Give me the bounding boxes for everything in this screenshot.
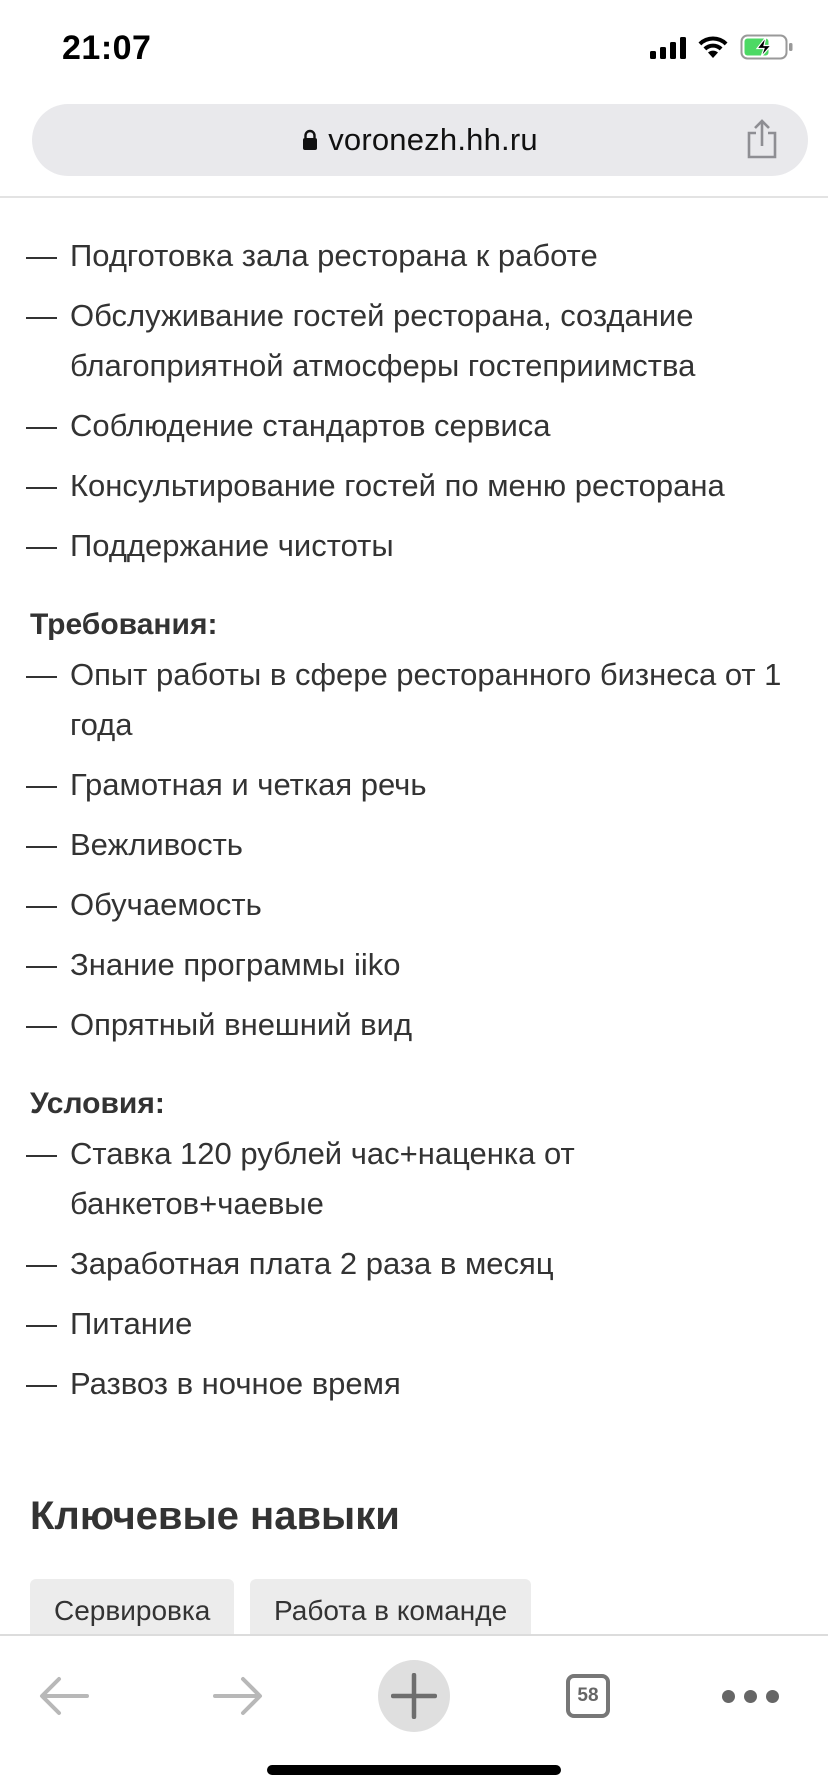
duty-item: [26, 291, 806, 391]
address-bar[interactable]: [32, 104, 808, 176]
list-dash: —: [26, 528, 57, 563]
requirement-text: Опыт работы в сфере ресторанного бизнеса от 1 года: [70, 657, 782, 742]
forward-arrow-icon: [211, 1674, 265, 1718]
status-bar: [0, 0, 828, 98]
status-time: 21:07: [62, 29, 152, 67]
more-button[interactable]: [710, 1656, 790, 1736]
requirement-text: Грамотная и четкая речь: [70, 767, 427, 802]
list-dash: —: [26, 1246, 57, 1281]
requirements-title: Требования:: [30, 608, 218, 641]
condition-item: [26, 1359, 806, 1409]
requirement-item: [26, 880, 806, 930]
duty-text: Соблюдение стандартов сервиса: [70, 408, 551, 443]
list-dash: —: [26, 1306, 57, 1341]
duty-text: Обслуживание гостей ресторана, создание благоприятной атмосферы гостеприимства: [70, 298, 696, 383]
list-dash: —: [26, 298, 57, 333]
list-dash: —: [26, 408, 57, 443]
skill-chip[interactable]: Сервировка: [30, 1579, 234, 1634]
condition-text: Ставка 120 рублей час+наценка от банкетов+чаевые: [70, 1136, 575, 1221]
list-dash: —: [26, 1007, 57, 1042]
list-dash: —: [26, 1366, 57, 1401]
signal-icon: [650, 35, 686, 59]
lock-icon: [302, 129, 318, 151]
duty-text: Поддержание чистоты: [70, 528, 394, 563]
condition-item: [26, 1129, 806, 1229]
skill-chip[interactable]: Работа в команде: [250, 1579, 531, 1634]
share-icon[interactable]: [744, 118, 780, 160]
duty-item: [26, 461, 806, 511]
requirement-text: Знание программы iiko: [70, 947, 401, 982]
requirement-text: Вежливость: [70, 827, 243, 862]
requirement-text: Обучаемость: [70, 887, 262, 922]
duty-item: [26, 231, 806, 281]
requirement-text: Опрятный внешний вид: [70, 1007, 413, 1042]
duty-item: [26, 521, 806, 571]
list-dash: —: [26, 887, 57, 922]
condition-text: Развоз в ночное время: [70, 1366, 401, 1401]
home-indicator: [267, 1765, 561, 1775]
tabs-button[interactable]: [548, 1656, 628, 1736]
duty-text: Подготовка зала ресторана к работе: [70, 238, 598, 273]
back-arrow-icon: [37, 1674, 91, 1718]
plus-icon: [391, 1673, 437, 1719]
list-dash: —: [26, 468, 57, 503]
requirement-item: [26, 940, 806, 990]
battery-charging-icon: [740, 34, 794, 60]
new-tab-button[interactable]: [378, 1660, 450, 1732]
list-dash: —: [26, 827, 57, 862]
tabs-count: 58: [566, 1674, 610, 1718]
back-button[interactable]: [24, 1656, 104, 1736]
key-skills-title: Ключевые навыки: [30, 1494, 400, 1538]
list-dash: —: [26, 1136, 57, 1171]
list-dash: —: [26, 947, 57, 982]
condition-item: [26, 1239, 806, 1289]
requirement-item: [26, 650, 806, 750]
condition-item: [26, 1299, 806, 1349]
conditions-title: Условия:: [30, 1087, 165, 1120]
requirement-item: [26, 820, 806, 870]
condition-text: Заработная плата 2 раза в месяц: [70, 1246, 554, 1281]
duty-item: [26, 401, 806, 451]
page-content: [0, 198, 828, 1634]
address-text-wrap[interactable]: [32, 104, 808, 176]
wifi-icon: [696, 34, 730, 60]
condition-text: Питание: [70, 1306, 193, 1341]
list-dash: —: [26, 238, 57, 273]
duty-text: Консультирование гостей по меню ресторана: [70, 468, 725, 503]
requirement-item: [26, 760, 806, 810]
list-dash: —: [26, 767, 57, 802]
url-text[interactable]: voronezh.hh.ru: [328, 122, 538, 157]
requirement-item: [26, 1000, 806, 1050]
more-dots-icon: [722, 1690, 779, 1703]
list-dash: —: [26, 657, 57, 692]
status-icons: [650, 34, 794, 60]
forward-button[interactable]: [198, 1656, 278, 1736]
